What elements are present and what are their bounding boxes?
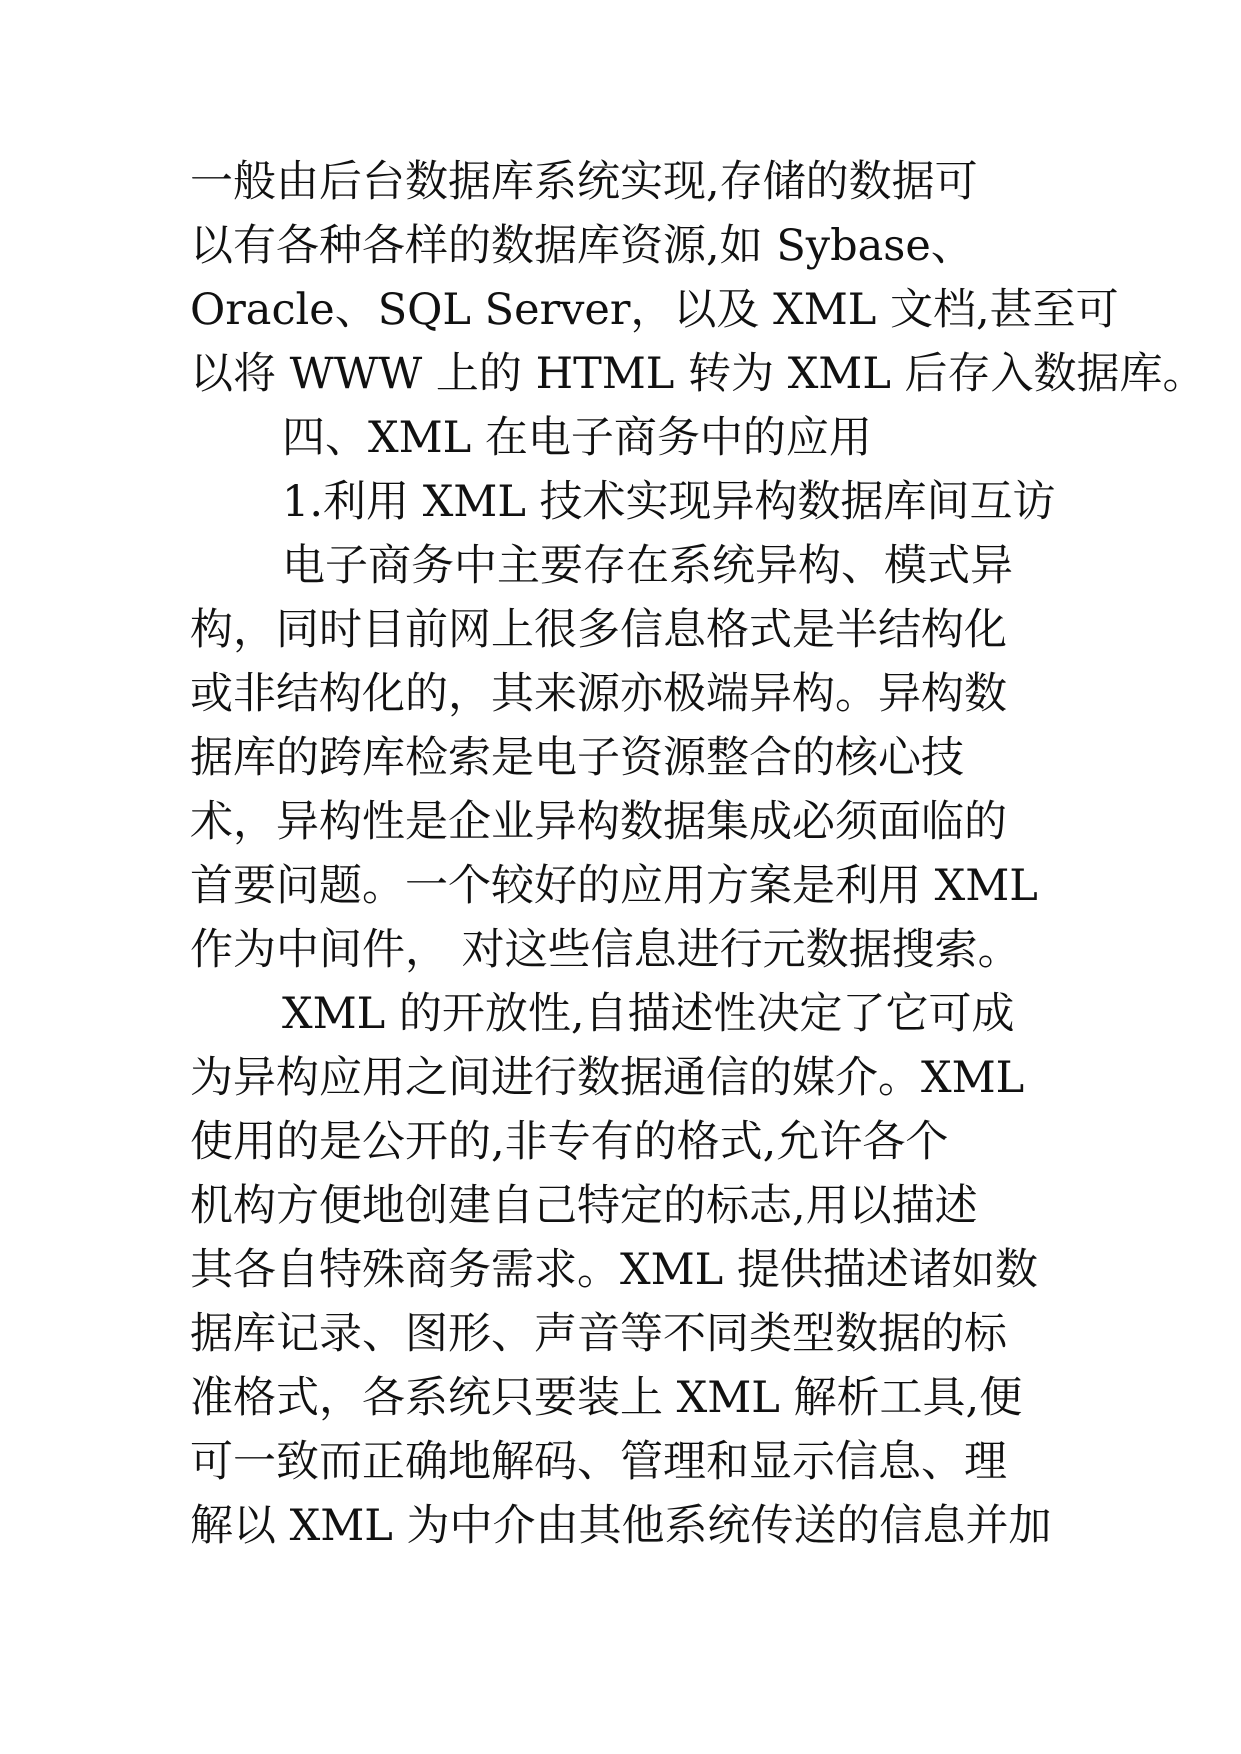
text-line: 构，同时目前网上很多信息格式是半结构化 bbox=[190, 605, 1007, 655]
text-line: 使用的是公开的,非专有的格式,允许各个 bbox=[190, 1117, 949, 1167]
paragraph-start-line: XML 的开放性,自描述性决定了它可成 bbox=[282, 989, 1015, 1039]
text-line: 首要问题。一个较好的应用方案是利用 XML bbox=[190, 861, 1038, 911]
text-line: Oracle、SQL Server，以及 XML 文档,甚至可 bbox=[190, 285, 1119, 335]
body-text bbox=[190, 150, 1206, 1558]
text-line: 或非结构化的，其来源亦极端异构。异构数 bbox=[190, 669, 1007, 719]
section-heading: 四、XML 在电子商务中的应用 bbox=[282, 413, 872, 463]
text-line: 其各自特殊商务需求。XML 提供描述诸如数 bbox=[190, 1245, 1038, 1295]
subsection-heading: 1.利用 XML 技术实现异构数据库间互访 bbox=[282, 477, 1056, 527]
text-line: 作为中间件， 对这些信息进行元数据搜索。 bbox=[190, 925, 1021, 975]
text-line: 以将 WWW 上的 HTML 转为 XML 后存入数据库。 bbox=[190, 349, 1206, 399]
paragraph-start-line: 电子商务中主要存在系统异构、模式异 bbox=[282, 541, 1013, 591]
text-line: 据库的跨库检索是电子资源整合的核心技 bbox=[190, 733, 964, 783]
text-line: 可一致而正确地解码、管理和显示信息、理 bbox=[190, 1437, 1007, 1487]
text-line: 以有各种各样的数据库资源,如 Sybase、 bbox=[190, 221, 974, 271]
text-line: 机构方便地创建自己特定的标志,用以描述 bbox=[190, 1181, 978, 1231]
text-line: 准格式，各系统只要装上 XML 解析工具,便 bbox=[190, 1373, 1023, 1423]
text-line: 据库记录、图形、声音等不同类型数据的标 bbox=[190, 1309, 1007, 1359]
text-line: 一般由后台数据库系统实现,存储的数据可 bbox=[190, 157, 978, 207]
text-line: 为异构应用之间进行数据通信的媒介。XML bbox=[190, 1053, 1025, 1103]
text-line: 解以 XML 为中介由其他系统传送的信息并加 bbox=[190, 1501, 1052, 1551]
text-line: 术，异构性是企业异构数据集成必须面临的 bbox=[190, 797, 1007, 847]
